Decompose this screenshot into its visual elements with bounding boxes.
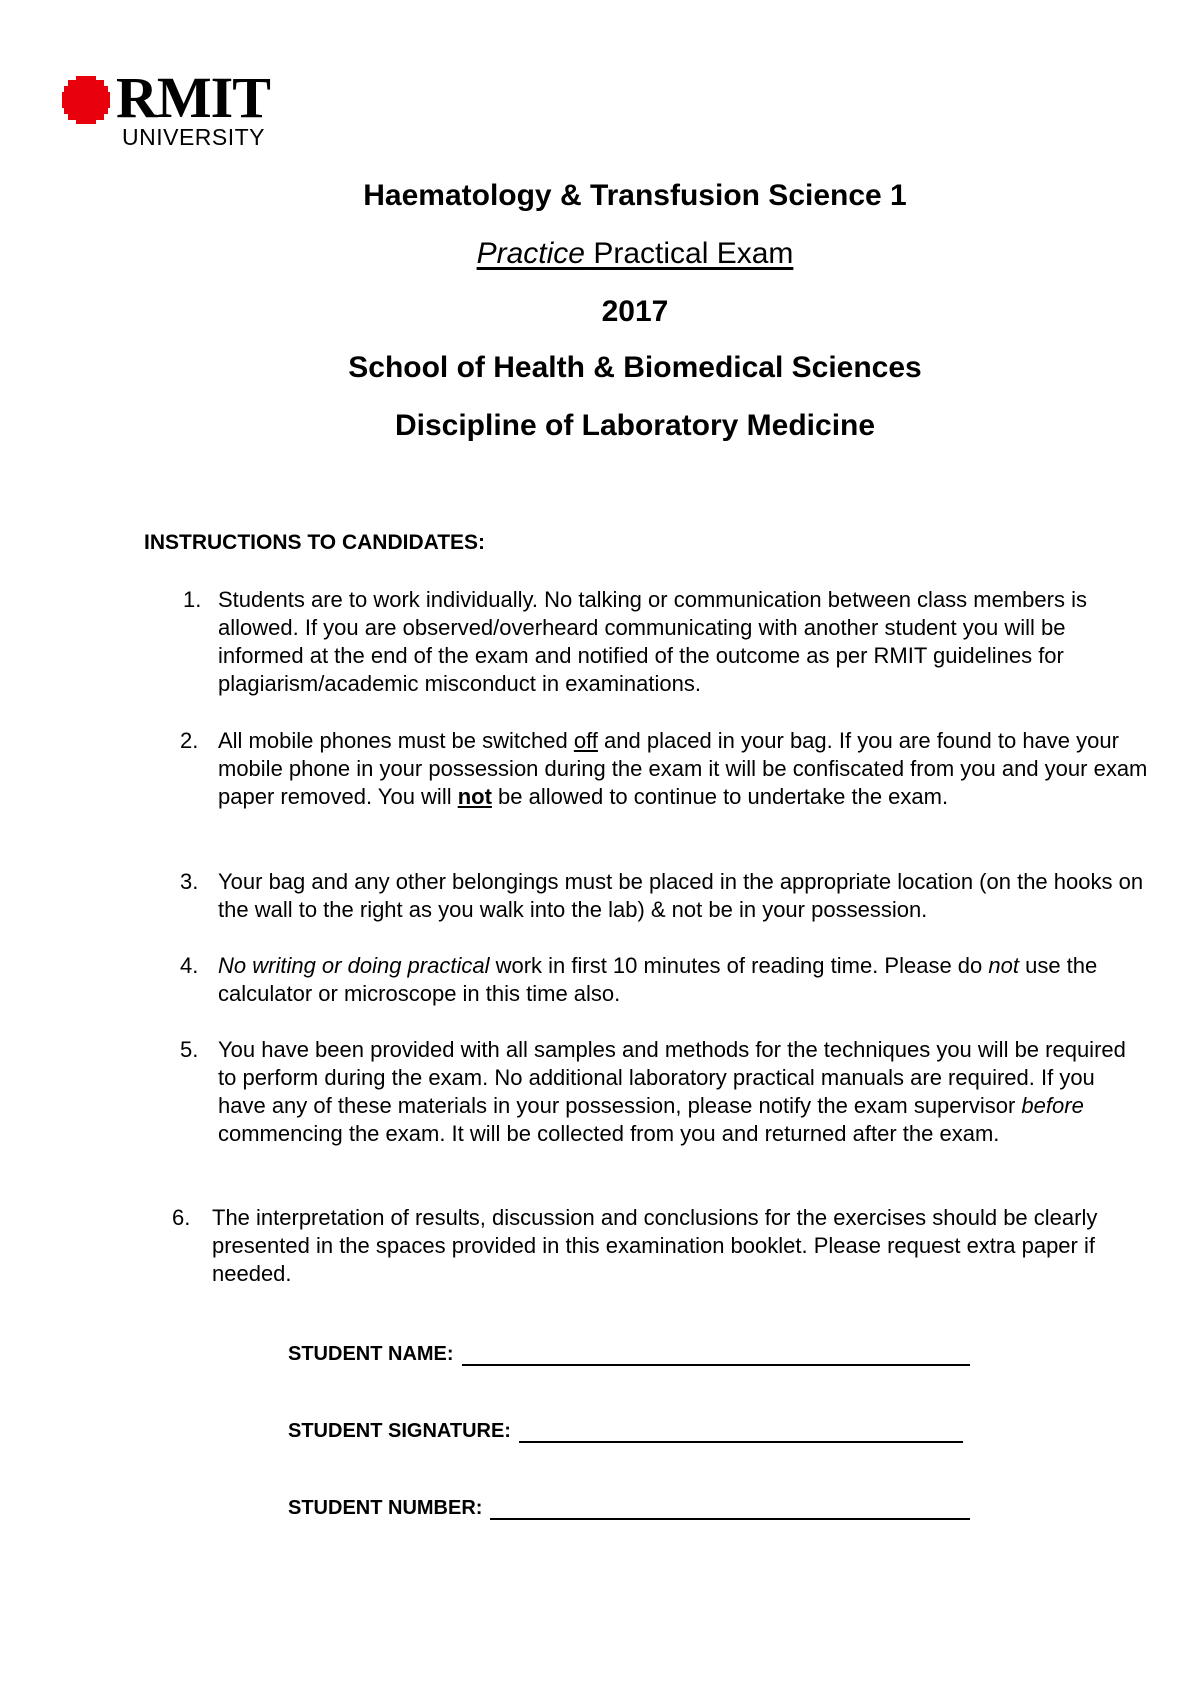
instruction-text xyxy=(218,727,1148,811)
instruction-text-part: work in first 10 minutes of reading time. Please do xyxy=(489,953,989,978)
instruction-number: 3. xyxy=(180,869,199,894)
instruction-text-part: be allowed to continue to undertake the exam. xyxy=(491,784,949,809)
instruction-number: 2. xyxy=(180,728,199,753)
instruction-text-part: use the calculator or microscope in this time also. xyxy=(218,953,1098,1006)
instruction-emphasis: not xyxy=(988,953,1019,978)
exam-title-practice: Practice xyxy=(476,237,585,270)
student-name-line[interactable] xyxy=(462,1346,970,1366)
rmit-pixel-mark-icon xyxy=(62,76,110,124)
student-number-label: STUDENT NUMBER: xyxy=(288,1497,483,1519)
student-number-field[interactable] xyxy=(288,1496,970,1520)
instruction-emphasis: off xyxy=(573,728,598,753)
instruction-number: 5. xyxy=(180,1037,199,1062)
student-signature-line[interactable] xyxy=(519,1423,963,1443)
instruction-text xyxy=(218,952,1148,1008)
instruction-text xyxy=(218,1036,1148,1148)
instruction-text-part: commencing the exam. It will be collected from you and returned after the exam. xyxy=(218,1121,1000,1146)
instruction-text-part: and placed in your bag. If you are found to have your mobile phone in your possession during the exam it will be confiscated from you and your exam paper removed. You will xyxy=(218,728,1148,809)
course-title: Haematology & Transfusion Science 1 xyxy=(363,179,907,212)
student-signature-field[interactable] xyxy=(288,1419,963,1443)
school-name: School of Health & Biomedical Sciences xyxy=(348,351,922,384)
logo-subtitle: UNIVERSITY xyxy=(122,124,266,150)
exam-title xyxy=(0,236,1200,272)
instructions-heading: INSTRUCTIONS TO CANDIDATES: xyxy=(144,531,486,554)
instruction-emphasis: before xyxy=(1021,1093,1084,1118)
instruction-number: 6. xyxy=(172,1205,191,1230)
instruction-text: Your bag and any other belongings must be placed in the appropriate location (on the hooks on the wall to the right as you walk into the lab) & not be in your possession. xyxy=(218,869,1144,922)
instruction-text-part: You have been provided with all samples and methods for the techniques you will be required to perform during the exam. No additional laboratory practical manuals are required. If you have any of these materials in your possession, please notify the exam supervisor xyxy=(218,1037,1126,1118)
rmit-logo xyxy=(62,65,292,152)
student-name-field[interactable] xyxy=(288,1342,970,1366)
instruction-emphasis: No writing or doing practical xyxy=(218,953,490,978)
instruction-text-part: All mobile phones must be switched xyxy=(218,728,574,753)
instruction-text: Students are to work individually. No talking or communication between class members is allowed. If you are observed/overheard communicating with another student you will be informed at the end of the exam and notified of the outcome as per RMIT guidelines for plagiarism/academic misconduct in examinations. xyxy=(218,587,1087,696)
exam-year: 2017 xyxy=(601,295,669,328)
instruction-emphasis: not xyxy=(457,784,492,809)
student-name-label: STUDENT NAME: xyxy=(288,1343,454,1365)
student-number-line[interactable] xyxy=(490,1500,970,1520)
instruction-number: 4. xyxy=(180,953,199,978)
discipline-name: Discipline of Laboratory Medicine xyxy=(394,409,876,442)
instruction-number: 1. xyxy=(183,587,202,612)
exam-title-rest: Practical Exam xyxy=(584,237,794,270)
student-signature-label: STUDENT SIGNATURE: xyxy=(288,1420,511,1442)
logo-wordmark: RMIT xyxy=(116,65,270,130)
instruction-text: The interpretation of results, discussion and conclusions for the exercises should be clearly presented in the spaces provided in this examination booklet. Please request extra paper if needed. xyxy=(212,1205,1098,1286)
